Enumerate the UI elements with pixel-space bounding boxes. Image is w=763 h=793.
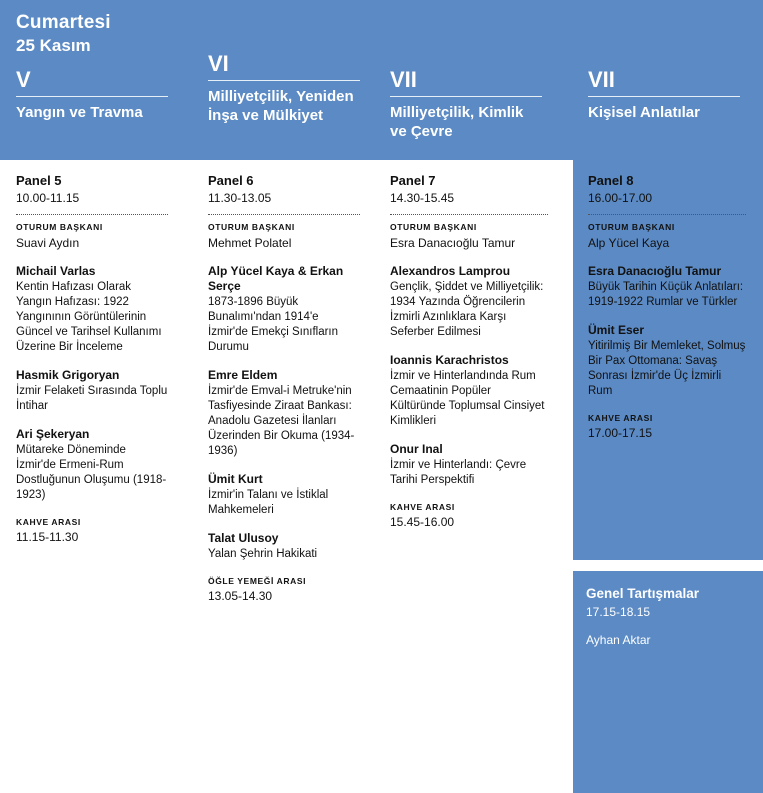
break-time: 15.45-16.00 [390,515,455,529]
session-entry [390,353,548,429]
talk-title: Gençlik, Şiddet ve Milliyetçilik: 1934 Yazında Öğrencilerin İzmirli Azınlıklara Karşı Seferber Edilmesi [390,281,544,338]
panel-name-2: Panel 6 [208,173,254,188]
talk-title: İzmir Felaketi Sırasında Toplu İntihar [16,385,168,412]
day-date: 25 Kasım [16,36,91,55]
talk-title: Yalan Şehrin Hakikati [208,548,318,560]
header-rule-4 [588,96,740,97]
column-header-1 [16,68,168,122]
column-title-4: Kişisel Anlatılar [588,104,700,121]
speaker-name: Onur Inal [390,442,443,456]
speaker-name: Michail Varlas [16,264,96,278]
column-title-1: Yangın ve Travma [16,104,143,121]
chair-label-3: OTURUM BAŞKANI [390,222,477,232]
break-label: KAHVE ARASI [16,517,81,527]
general-discussion-title: Genel Tartışmalar [586,586,700,601]
chair-label-2: OTURUM BAŞKANI [208,222,295,232]
column-roman-3: VII [390,67,417,92]
column-header-2 [208,52,360,125]
column-body-1 [16,173,168,545]
panel-time-4: 16.00-17.00 [588,191,653,205]
speaker-name: Ümit Eser [588,323,645,337]
column-roman-1: V [16,67,31,92]
session-entry [588,323,746,399]
day-title: Cumartesi [16,12,111,33]
chair-label-4: OTURUM BAŞKANI [588,222,675,232]
divider [16,214,168,215]
talk-title: İzmir'in Talanı ve İstiklal Mahkemeleri [208,489,329,516]
session-entry [208,264,360,355]
talk-title: Yitirilmiş Bir Memleket, Solmuş Bir Pax Ottomana: Savaş Sonrası İzmir'de Üç İzmirli Rum [588,340,746,397]
talk-title: Mütareke Döneminde İzmir'de Ermeni-Rum Dostluğunun Oluşumu (1918-1923) [16,444,167,501]
speaker-name: Emre Eldem [208,368,278,382]
break-time: 17.00-17.15 [588,426,653,440]
talk-title: İzmir ve Hinterlandında Rum Cemaatinin Popüler Kültüründe Toplumsal Cinsiyet Kimlikleri [390,370,545,427]
talk-title: İzmir ve Hinterlandı: Çevre Tarihi Perspektifi [390,459,527,486]
divider [390,214,548,215]
speaker-name: Ümit Kurt [208,472,263,486]
speaker-name: Esra Danacıoğlu Tamur [588,264,722,278]
break-time: 11.15-11.30 [16,530,79,544]
chair-name-1: Suavi Aydın [16,236,80,250]
speaker-name: Hasmik Grigoryan [16,368,120,382]
talk-title: Kentin Hafızası Olarak Yangın Hafızası: 1922 Yangınının Görüntülerinin Güncel ve Tarihsel Kullanımı Üzerine Bir İnceleme [16,281,162,353]
column-roman-4: VII [588,67,615,92]
panel-name-1: Panel 5 [16,173,62,188]
panel-time-1: 10.00-11.15 [16,191,80,205]
session-entry [588,264,746,310]
column-title-2: Milliyetçilik, Yeniden İnşa ve Mülkiyet [208,88,354,124]
panel-time-2: 11.30-13.05 [208,191,272,205]
general-discussion-separator [573,560,763,571]
session-entry [208,472,360,518]
talk-title: Büyük Tarihin Küçük Anlatıları: 1919-1922 Rumlar ve Türkler [588,281,744,308]
panel-name-4: Panel 8 [588,173,634,188]
speaker-name: Alp Yücel Kaya & Erkan Serçe [208,264,344,293]
talk-title: İzmir'de Emval-i Metruke'nin Tasfiyesinde Ziraat Bankası: Anadolu Gazetesi İlanları Üzerinden Bir Okuma (1934-1936) [208,385,355,457]
header-rule-2 [208,80,360,81]
session-entry [16,264,168,355]
chair-label-1: OTURUM BAŞKANI [16,222,103,232]
session-entry [16,368,168,414]
break-label: KAHVE ARASI [390,502,455,512]
column-body-4 [588,173,746,441]
general-discussion-person: Ayhan Aktar [586,633,651,647]
general-discussion-box [573,571,763,793]
speaker-name: Talat Ulusoy [208,531,279,545]
break-label: ÖĞLE YEMEĞİ ARASI [208,576,307,586]
header-rule-3 [390,96,542,97]
divider [588,214,746,215]
talk-title: 1873-1896 Büyük Bunalımı'ndan 1914'e İzmir'de Emekçi Sınıfların Durumu [208,296,339,353]
general-discussion-time: 17.15-18.15 [586,605,651,619]
divider [208,214,360,215]
session-entry [16,427,168,503]
column-roman-2: VI [208,51,229,76]
column-header-4 [588,68,740,122]
break-time: 13.05-14.30 [208,589,273,603]
break-label: KAHVE ARASI [588,413,653,423]
session-entry [208,531,360,562]
panel-time-3: 14.30-15.45 [390,191,455,205]
chair-name-3: Esra Danacıoğlu Tamur [390,236,516,250]
session-entry [208,368,360,459]
session-entry [390,264,548,340]
panel-name-3: Panel 7 [390,173,436,188]
column-body-2 [208,173,360,604]
session-entry [390,442,548,488]
speaker-name: Ioannis Karachristos [390,353,509,367]
chair-name-4: Alp Yücel Kaya [588,236,670,250]
column-header-3 [390,68,542,141]
column-body-3 [390,173,548,530]
chair-name-2: Mehmet Polatel [208,236,292,250]
speaker-name: Alexandros Lamprou [390,264,511,278]
header-rule-1 [16,96,168,97]
column-title-3: Milliyetçilik, Kimlik ve Çevre [390,104,524,140]
speaker-name: Ari Şekeryan [16,427,90,441]
